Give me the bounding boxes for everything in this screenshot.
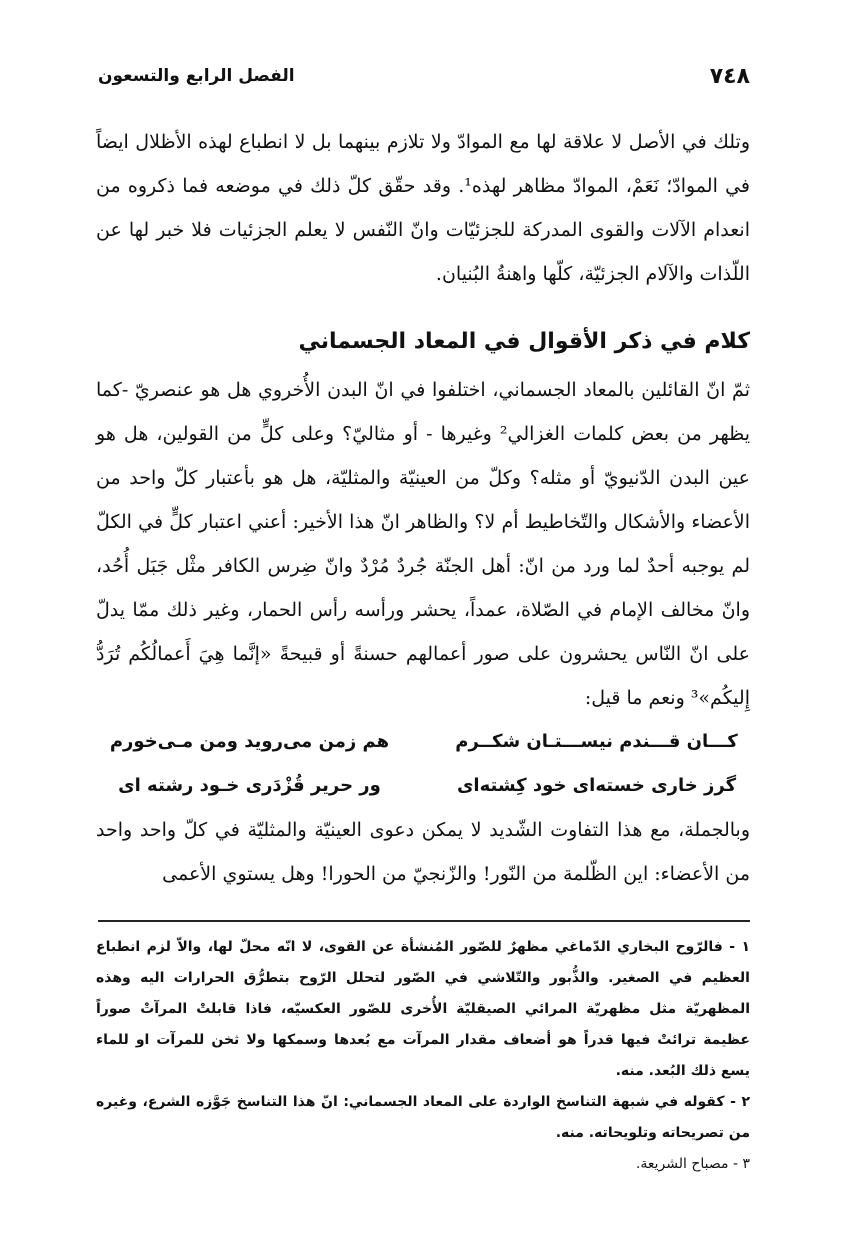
footnote-2: ٢ - كقوله في شبهة التناسخ الواردة على المعاد الجسماني: انّ هذا التناسخ جَوَّزه الشرع، وغيره من تصريحاته وتلويحاته. منه. [96, 1094, 750, 1141]
main-text [96, 120, 750, 896]
poem-line2-left: ور حرير قُزْدَرى خـود رشته اى [118, 775, 381, 796]
paragraph-2: ثمّ انّ القائلين بالمعاد الجسماني، اختلفوا في انّ البدن الأُخروي هل هو عنصريّ -كما يظهر من بعض كلمات الغزالي² وغيرها - أو مثاليّ؟ وعلى كلٍّ من القولين، هل هو عين البدن الدّنيويّ أو مثله؟ وكلّ من العينيّة والمثليّة، هل هو بأعتبار كلّ واحد من الأعضاء والأشكال والتّخاطيط أم لا؟ والظاهر انّ هذا الأخير: أعني اعتبار كلٍّ في الكلّ لم يوجبه أحدٌ لما ورد من انّ: أهل الجنّة جُردٌ مُرْدٌ وانّ ضِرس الكافر مثْل جَبَل أُحُد، وانّ مخالف الإمام في الصّلاة، عمداً، يحشر ورأسه رأس الحمار، وغير ذلك ممّا يدلّ على انّ النّاس يحشرون على صور أعمالهم حسنةً أو قبيحةً «إنَّما هِيَ أَعمالُكُم تُرَدُّ إِليكُم»³ ونعم ما قيل: [96, 379, 750, 709]
footnote-1: ١ - فالرّوح البخاري الدّماغي مظهرٌ للصّور المُنشأة عن القوى، لا انّه محلّ لها، والاّ لزم انطباع العظيم في الصغير. والذُّبور والتّلاشي في الصّور لتحلل الرّوح بتطرُّق الحرارات اليه وهذه المظهريّة مثل مظهريّة المرائي الصيقليّة الأُخرى للصّور العكسيّه، فاذا قابلتْ المرآتْ صوراً عظيمة ترائتْ فيها قدراً هو أضعاف مقدار المرآت مع بُعدها وسمكها ولا ثخن للمرآت او للماء يسع ذلك البُعد. منه. [96, 939, 750, 1079]
paragraph-1: وتلك في الأصل لا علاقة لها مع الموادّ ولا تلازم بينهما بل لا انطباع لهذه الأظلال ايضاً في الموادّ؛ نَعَمْ، الموادّ مظاهر لهذه¹. وقد حقّق كلّ ذلك في موضعه فما ذكروه من انعدام الآلات والقوى المدركة للجزئيّات وانّ النّفس لا يعلم الجزئيات فلا خبر لها عن اللّذات والآلام الجزئيّة، كلّها واهنةُ البُنيان. [96, 131, 750, 285]
persian-poem [96, 720, 750, 808]
poem-line2-right: گرز خارى خسته‌اى خود كِشته‌اى [456, 775, 737, 796]
running-chapter-title: الفصل الرابع والتسعون [98, 66, 295, 86]
footnotes [96, 932, 750, 1180]
poem-line1-right: كـــان قـــندم نيســـتـان شكــرم [455, 731, 738, 752]
page-number: ٧٤٨ [709, 63, 750, 89]
footnote-separator [98, 920, 750, 922]
page-header [98, 58, 750, 94]
poem-line1-left: هم زمن مى‌رويد ومن مـى‌خورم [109, 731, 390, 752]
section-heading: كلام في ذكر الأقوال في المعاد الجسماني [298, 329, 750, 354]
footnote-3: ٣ - مصباح الشريعة. [635, 1156, 750, 1172]
paragraph-3: وبالجملة، مع هذا التفاوت الشّديد لا يمكن دعوى العينيّة والمثليّة في كلّ واحد واحد من الأعضاء: اين الظّلمة من النّور! والزّنجيّ من الحورا! وهل يستوي الأعمى [96, 819, 750, 885]
